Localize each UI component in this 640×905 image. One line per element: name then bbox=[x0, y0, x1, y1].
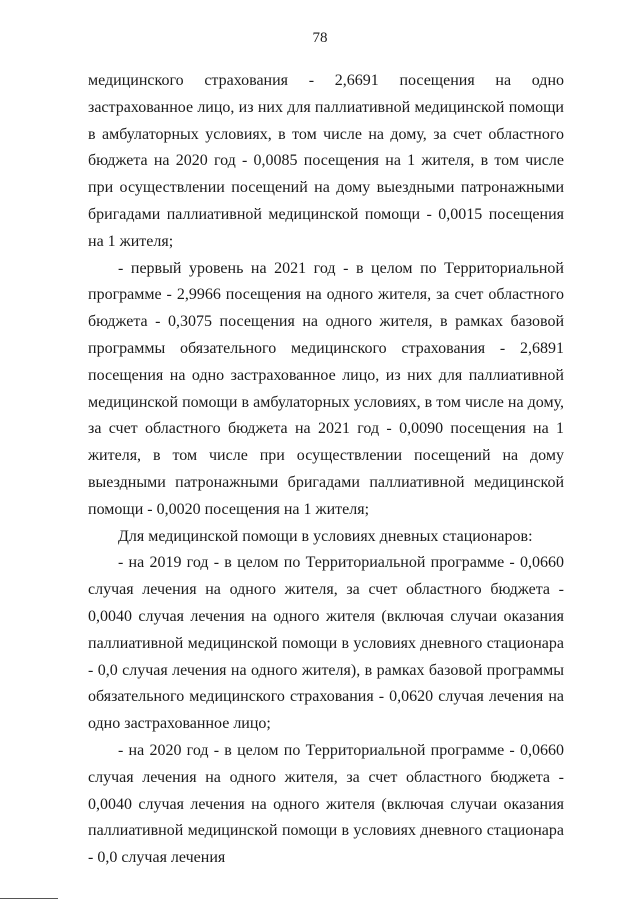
paragraph-5: - на 2020 год - в целом по Территориальной программе - 0,0660 случая лечения на одного жителя, за счет областного бюджета - 0,0040 случая лечения на одного жителя (включая случаи оказания паллиативной медицинской помощи в условиях дневного стационара - 0,0 случая лечения bbox=[88, 741, 564, 867]
paragraph-4: - на 2019 год - в целом по Территориальной программе - 0,0660 случая лечения на одного жителя, за счет областного бюджета - 0,0040 случая лечения на одного жителя (включая случаи оказания паллиативной медицинской помощи в условиях дневного стационара - 0,0 случая лечения на одного жителя), в рамках базовой программы обязательного медицинского страхования - 0,0620 случая лечения на одно застрахованное лицо; bbox=[88, 554, 564, 733]
paragraph-2: - первый уровень на 2021 год - в целом по Территориальной программе - 2,9966 посещения на одного жителя, за счет областного бюджета - 0,3075 посещения на одного жителя, в рамках базовой программы обязательного медицинского страхования - 2,6891 посещения на одно застрахованное лицо, из них для паллиативной медицинской помощи в амбулаторных условиях, в том числе на дому, за счет областного бюджета на 2021 год - 0,0090 посещения на 1 жителя, в том числе при осуществлении посещений на дому выездными патронажными бригадами паллиативной медицинской помощи - 0,0020 посещения на 1 жителя; bbox=[88, 259, 564, 518]
paragraph-1: медицинского страхования - 2,6691 посещения на одно застрахованное лицо, из них для паллиативной медицинской помощи в амбулаторных условиях, в том числе на дому, за счет областного бюджета на 2020 год - 0,0085 посещения на 1 жителя, в том числе при осуществлении посещений на дому выездными патронажными бригадами паллиативной медицинской помощи - 0,0015 посещения на 1 жителя; bbox=[88, 72, 564, 250]
document-body bbox=[88, 68, 564, 872]
paragraph-3: Для медицинской помощи в условиях дневных стационаров: bbox=[118, 527, 533, 545]
footer-rule bbox=[0, 898, 58, 899]
page-number: 78 bbox=[312, 30, 328, 46]
